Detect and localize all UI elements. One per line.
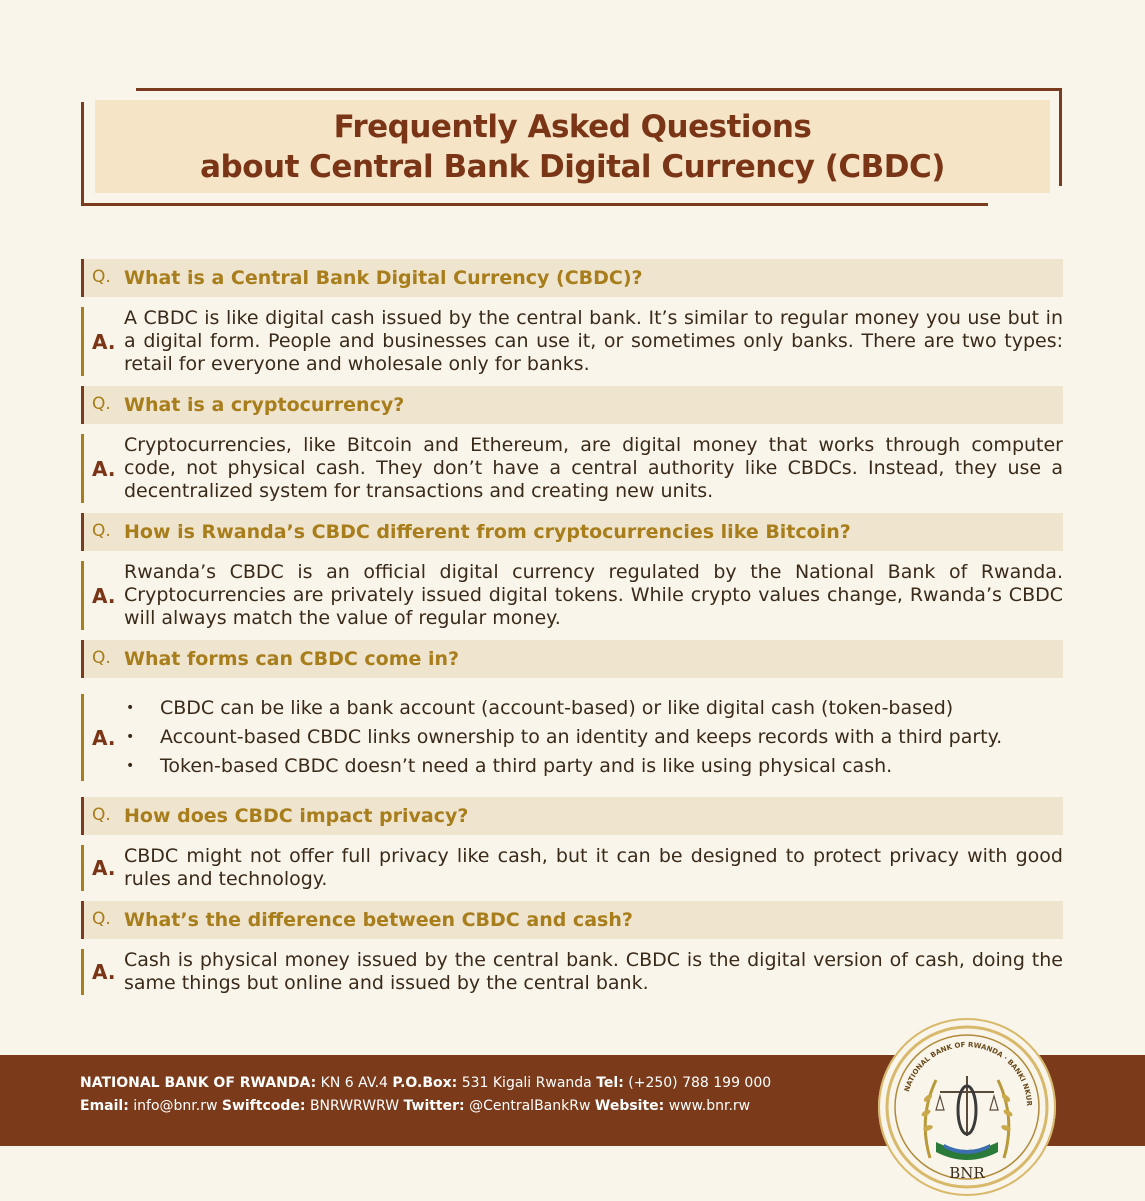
footer-label: Twitter: — [403, 1098, 465, 1114]
question-text: What forms can CBDC come in? — [124, 648, 460, 670]
frame-right — [1059, 88, 1062, 186]
question-text: What’s the difference between CBDC and cash? — [124, 909, 633, 931]
faq-question — [81, 386, 1063, 424]
question-text: What is a Central Bank Digital Currency (CBDC)? — [124, 267, 643, 289]
footer-label: Swiftcode: — [221, 1098, 306, 1114]
footer-label: Email: — [80, 1098, 129, 1114]
answer-text: A CBDC is like digital cash issued by the central bank. It’s similar to regular money you use but in a digital form. People and businesses can use it, or sometimes only banks. There are two types: retail for everyone and wholesale only for banks. — [124, 307, 1063, 375]
a-marker: A. — [92, 960, 116, 984]
frame-left — [81, 102, 84, 206]
a-marker: A. — [92, 725, 116, 750]
footer-email: info@bnr.rw — [133, 1098, 218, 1114]
bullet-text: CBDC can be like a bank account (account-based) or like digital cash (token-based) — [160, 697, 954, 719]
faq-question — [81, 513, 1063, 551]
answer-text: Cash is physical money issued by the central bank. CBDC is the digital version of cash, doing the same things but online and issued by the central bank. — [124, 949, 1063, 994]
a-marker: A. — [92, 583, 116, 608]
answer-text: Rwanda’s CBDC is an official digital currency regulated by the National Bank of Rwanda. Cryptocurrencies are privately issued digital tokens. While crypto values change, Rwanda’s CBDC will always match the value of regular money. — [124, 561, 1063, 629]
list-item — [124, 752, 1063, 781]
faq-answer — [81, 949, 1063, 995]
footer-contact-line — [80, 1098, 750, 1114]
bullet-icon: • — [126, 758, 135, 774]
bnr-seal-logo — [878, 1018, 1056, 1196]
question-text: What is a cryptocurrency? — [124, 394, 405, 416]
faq-question — [81, 640, 1063, 678]
seal-icon — [878, 1018, 1056, 1196]
seal-abbr: BNR — [949, 1164, 985, 1182]
faq-answer — [81, 434, 1063, 503]
footer-label: P.O.Box: — [392, 1075, 458, 1091]
footer-label: NATIONAL BANK OF RWANDA: — [80, 1075, 317, 1091]
a-marker: A. — [92, 856, 116, 880]
faq-list — [81, 259, 1063, 1005]
footer-phone: (+250) 788 199 000 — [628, 1075, 772, 1091]
seal-ring-text: NATIONAL BANK OF RWANDA · BANKI NKUR — [903, 1040, 1034, 1107]
footer-label: Website: — [594, 1098, 665, 1114]
q-marker: Q. — [92, 648, 111, 668]
faq-question — [81, 797, 1063, 835]
bullet-text: Account-based CBDC links ownership to an identity and keeps records with a third party. — [160, 726, 1003, 748]
page-title — [95, 100, 1050, 193]
question-text: How is Rwanda’s CBDC different from cryptocurrencies like Bitcoin? — [124, 521, 851, 543]
bullet-icon: • — [126, 700, 135, 716]
faq-answer — [81, 307, 1063, 376]
footer-pobox: 531 Kigali Rwanda — [461, 1075, 592, 1091]
frame-bottom — [81, 203, 988, 206]
bullet-icon: • — [126, 729, 135, 745]
footer-twitter: @CentralBankRw — [469, 1098, 591, 1114]
question-text: How does CBDC impact privacy? — [124, 805, 469, 827]
list-item — [124, 694, 1063, 723]
faq-answer — [81, 561, 1063, 630]
q-marker: Q. — [92, 394, 111, 414]
a-marker: A. — [92, 456, 116, 481]
footer-swift: BNRWRWRW — [309, 1098, 400, 1114]
faq-question — [81, 259, 1063, 297]
q-marker: Q. — [92, 521, 111, 541]
footer-address-line — [80, 1075, 771, 1091]
q-marker: Q. — [92, 909, 111, 929]
title-line-1: Frequently Asked Questions — [333, 108, 812, 145]
title-line-2: about Central Bank Digital Currency (CBDC) — [200, 148, 945, 185]
footer-label: Tel: — [596, 1075, 624, 1091]
answer-text: CBDC might not offer full privacy like cash, but it can be designed to protect privacy with good rules and technology. — [124, 845, 1063, 890]
q-marker: Q. — [92, 805, 111, 825]
list-item — [124, 723, 1063, 752]
faq-answer — [81, 694, 1063, 781]
a-marker: A. — [92, 329, 116, 354]
footer-website: www.bnr.rw — [668, 1098, 751, 1114]
q-marker: Q. — [92, 267, 111, 287]
faq-question — [81, 901, 1063, 939]
bullet-text: Token-based CBDC doesn’t need a third party and is like using physical cash. — [160, 755, 893, 777]
faq-answer — [81, 845, 1063, 891]
answer-bullet-list — [124, 694, 1063, 781]
footer-address: KN 6 AV.4 — [320, 1075, 388, 1091]
frame-top — [136, 88, 1062, 91]
answer-text: Cryptocurrencies, like Bitcoin and Ethereum, are digital money that works through computer code, not physical cash. They don’t have a central authority like CBDCs. Instead, they use a decentralized system for transactions and creating new units. — [124, 434, 1063, 502]
